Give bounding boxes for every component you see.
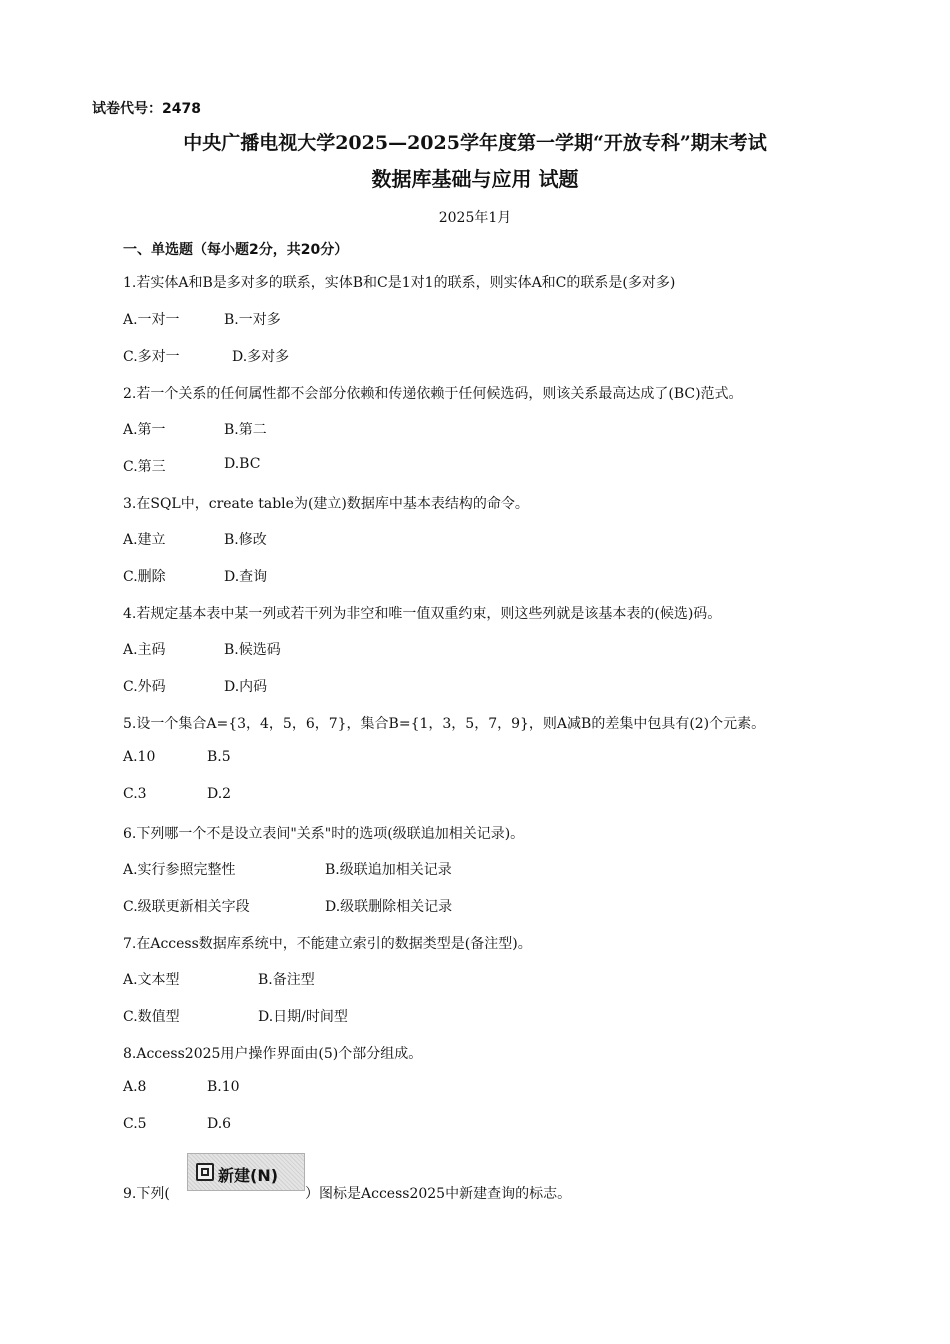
exam-subject-title: 数据库基础与应用 试题: [371, 167, 579, 191]
option: C.数值型: [123, 1009, 180, 1025]
option: A.一对一: [123, 312, 180, 328]
question-stem-end: ）图标是Access2025中新建查询的标志。: [305, 1186, 572, 1202]
option: D.级联删除相关记录: [325, 899, 453, 915]
option: C.多对一: [123, 349, 180, 365]
option: C.外码: [123, 679, 166, 695]
option: B.备注型: [258, 972, 315, 988]
option: B.级联追加相关记录: [325, 862, 452, 878]
question-stem: 9.下列(: [123, 1186, 170, 1202]
option: D.6: [207, 1116, 232, 1132]
question-stem: 8.Access2025用户操作界面由(5)个部分组成。: [123, 1046, 423, 1062]
question-stem: 1.若实体A和B是多对多的联系，实体B和C是1对1的联系，则实体A和C的联系是(多对多): [123, 275, 676, 291]
option: A.实行参照完整性: [123, 862, 236, 878]
option: C.5: [123, 1116, 147, 1132]
question-stem: 4.若规定基本表中某一列或若干列为非空和唯一值双重约束，则这些列就是该基本表的(候选)码。: [123, 606, 722, 622]
option: D.BC: [224, 456, 261, 472]
option: A.10: [123, 749, 156, 765]
option: B.修改: [224, 532, 267, 548]
option: A.文本型: [123, 972, 180, 988]
option: C.第三: [123, 459, 166, 475]
exam-date: 2025年1月: [438, 210, 512, 226]
option: C.3: [123, 786, 147, 802]
option: C.级联更新相关字段: [123, 899, 250, 915]
question-stem: 6.下列哪一个不是设立表间"关系"时的选项(级联追加相关记录)。: [123, 826, 525, 842]
section-heading: 一、单选题（每小题2分，共20分）: [123, 242, 349, 258]
option: A.8: [123, 1079, 147, 1095]
option: D.多对多: [232, 349, 290, 365]
option: A.第一: [123, 422, 166, 438]
option: D.内码: [224, 679, 268, 695]
new-button-label: 新建(N): [218, 1166, 279, 1185]
option: A.主码: [123, 642, 166, 658]
option: B.10: [207, 1079, 240, 1095]
question-stem: 3.在SQL中，create table为(建立)数据库中基本表结构的命令。: [123, 496, 529, 512]
option: B.5: [207, 749, 231, 765]
option: B.第二: [224, 422, 267, 438]
question-stem: 2.若一个关系的任何属性都不会部分依赖和传递依赖于任何候选码，则该关系最高达成了(BC)范式。: [123, 386, 743, 402]
option: C.删除: [123, 569, 166, 585]
question-stem: 7.在Access数据库系统中，不能建立索引的数据类型是(备注型)。: [123, 936, 532, 952]
option: B.候选码: [224, 642, 281, 658]
new-button-image: [187, 1153, 305, 1191]
option: D.2: [207, 786, 232, 802]
question-stem: 5.设一个集合A={3，4，5，6，7}，集合B={1，3，5，7，9}，则A减B的差集中包具有(2)个元素。: [123, 716, 766, 732]
option: B.一对多: [224, 312, 281, 328]
option: D.日期/时间型: [258, 1009, 348, 1025]
exam-title: 中央广播电视大学2025—2025学年度第一学期“开放专科”期末考试: [183, 132, 767, 154]
option: D.查询: [224, 569, 268, 585]
exam-code: 试卷代号：2478: [92, 101, 201, 117]
new-query-icon: [196, 1163, 214, 1181]
option: A.建立: [123, 532, 166, 548]
